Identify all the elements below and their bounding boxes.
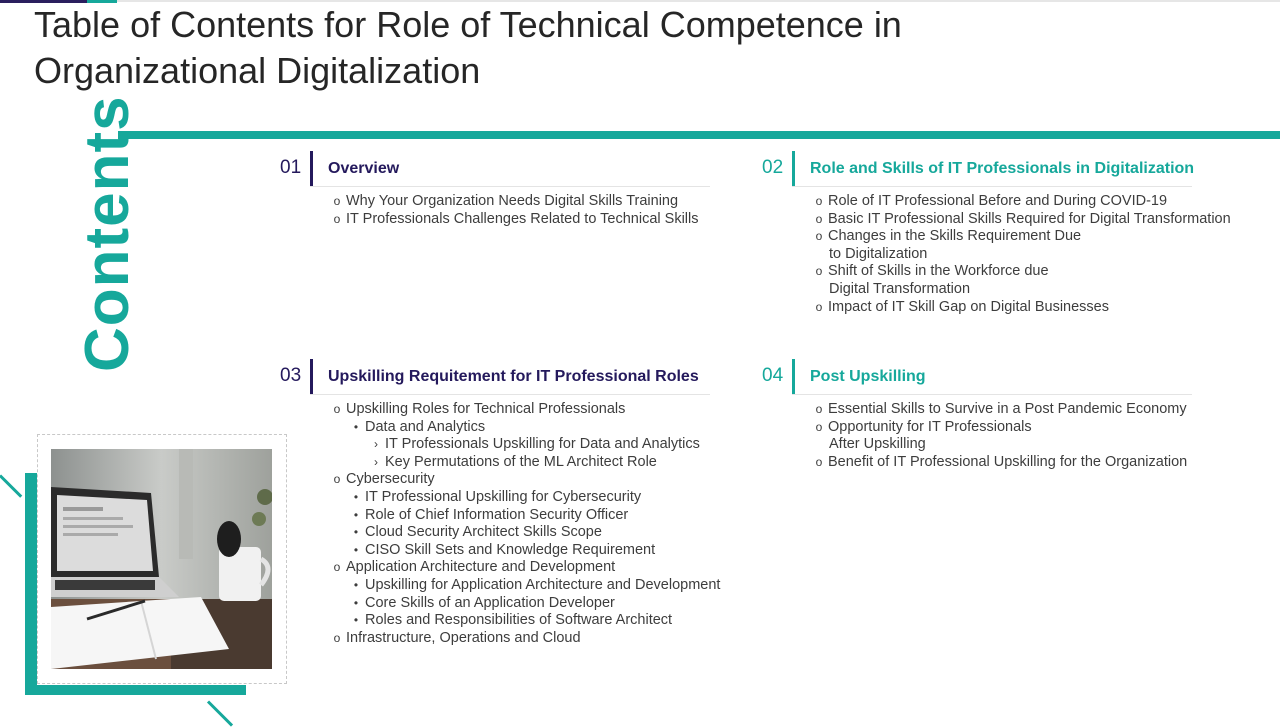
section-bar bbox=[792, 151, 795, 186]
list-item: • Core Skills of an Application Developer bbox=[280, 595, 720, 613]
list-item: o Changes in the Skills Requirement Due bbox=[762, 228, 1231, 246]
list-item: o Basic IT Professional Skills Required for Digital Transformation bbox=[762, 211, 1231, 229]
section-title: Overview bbox=[328, 160, 400, 177]
section-divider bbox=[792, 394, 1192, 395]
circle-bullet-icon: o bbox=[333, 630, 341, 645]
list-item: › IT Professionals Upskilling for Data and Analytics bbox=[280, 436, 720, 454]
list-item: o Essential Skills to Survive in a Post Pandemic Economy bbox=[762, 401, 1187, 419]
list-item: o Opportunity for IT Professionals bbox=[762, 419, 1187, 437]
list-item: o Role of IT Professional Before and During COVID-19 bbox=[762, 193, 1231, 211]
deco-diagonal-bottom bbox=[207, 700, 233, 726]
list-item: o Upskilling Roles for Technical Professionals bbox=[280, 401, 720, 419]
circle-bullet-icon: o bbox=[815, 194, 823, 208]
list-item: • Cloud Security Architect Skills Scope bbox=[280, 524, 720, 542]
list-item: o Why Your Organization Needs Digital Skills Training bbox=[280, 193, 698, 211]
circle-bullet-icon: o bbox=[815, 211, 823, 226]
section-number: 01 bbox=[280, 157, 302, 178]
laptop-photo bbox=[51, 449, 272, 669]
dot-bullet-icon: • bbox=[353, 489, 359, 504]
list-item-continuation: After Upskilling bbox=[829, 436, 926, 453]
dot-bullet-icon: • bbox=[353, 419, 359, 434]
section-items bbox=[280, 401, 720, 647]
circle-bullet-icon: o bbox=[333, 402, 341, 416]
contents-vertical-label: Contents bbox=[73, 95, 142, 372]
list-item: o Shift of Skills in the Workforce due bbox=[762, 263, 1231, 281]
section-title: Post Upskilling bbox=[810, 368, 926, 385]
photo-frame-accent-vertical bbox=[25, 473, 37, 695]
section-number: 03 bbox=[280, 365, 302, 386]
circle-bullet-icon: o bbox=[815, 229, 823, 244]
circle-bullet-icon: o bbox=[815, 264, 823, 279]
section-bar bbox=[310, 359, 313, 394]
circle-bullet-icon: o bbox=[333, 194, 341, 208]
photo-frame-accent-horizontal bbox=[25, 685, 246, 695]
circle-bullet-icon: o bbox=[815, 419, 823, 434]
section-divider bbox=[792, 186, 1192, 187]
section-bar bbox=[310, 151, 313, 186]
section-items bbox=[280, 193, 698, 228]
list-item-continuation: to Digitalization bbox=[829, 245, 928, 262]
slide-title: Table of Contents for Role of Technical Competence in Organizational Digitalization bbox=[34, 4, 902, 91]
list-item: • IT Professional Upskilling for Cybersecurity bbox=[280, 489, 720, 507]
section-title: Upskilling Requitement for IT Professional Roles bbox=[328, 368, 699, 385]
list-item: • Data and Analytics bbox=[280, 419, 720, 437]
list-item: o Benefit of IT Professional Upskilling for the Organization bbox=[762, 454, 1187, 472]
dot-bullet-icon: • bbox=[353, 542, 359, 557]
list-item: o Cybersecurity bbox=[280, 471, 720, 489]
circle-bullet-icon: o bbox=[333, 472, 341, 487]
circle-bullet-icon: o bbox=[815, 402, 823, 416]
section-number: 02 bbox=[762, 157, 784, 178]
photo-frame bbox=[37, 434, 287, 684]
list-item: › Key Permutations of the ML Architect Role bbox=[280, 454, 720, 472]
list-item: o Application Architecture and Development bbox=[280, 559, 720, 577]
circle-bullet-icon: o bbox=[333, 211, 341, 226]
section-items bbox=[762, 401, 1187, 471]
section-divider bbox=[310, 186, 710, 187]
list-item: o Infrastructure, Operations and Cloud bbox=[280, 630, 720, 648]
section-bar bbox=[792, 359, 795, 394]
list-item-continuation: Digital Transformation bbox=[829, 280, 971, 297]
list-item: o IT Professionals Challenges Related to Technical Skills bbox=[280, 211, 698, 229]
chevron-bullet-icon: › bbox=[374, 437, 378, 452]
dot-bullet-icon: • bbox=[353, 525, 359, 540]
circle-bullet-icon: o bbox=[815, 299, 823, 314]
list-item: • Role of Chief Information Security Officer bbox=[280, 507, 720, 525]
teal-header-bar bbox=[118, 131, 1280, 139]
section-divider bbox=[310, 394, 710, 395]
section-title: Role and Skills of IT Professionals in Digitalization bbox=[810, 160, 1195, 177]
circle-bullet-icon: o bbox=[815, 454, 823, 469]
section-items bbox=[762, 193, 1231, 316]
dot-bullet-icon: • bbox=[353, 613, 359, 628]
circle-bullet-icon: o bbox=[333, 560, 341, 575]
list-item: o Impact of IT Skill Gap on Digital Businesses bbox=[762, 299, 1231, 317]
chevron-bullet-icon: › bbox=[374, 454, 378, 469]
dot-bullet-icon: • bbox=[353, 507, 359, 522]
dot-bullet-icon: • bbox=[353, 595, 359, 610]
deco-diagonal-top bbox=[0, 474, 22, 497]
list-item: • Upskilling for Application Architecture and Development bbox=[280, 577, 720, 595]
list-item: • Roles and Responsibilities of Software Architect bbox=[280, 612, 720, 630]
section-number: 04 bbox=[762, 365, 784, 386]
dot-bullet-icon: • bbox=[353, 577, 359, 592]
list-item: • CISO Skill Sets and Knowledge Requirement bbox=[280, 542, 720, 560]
